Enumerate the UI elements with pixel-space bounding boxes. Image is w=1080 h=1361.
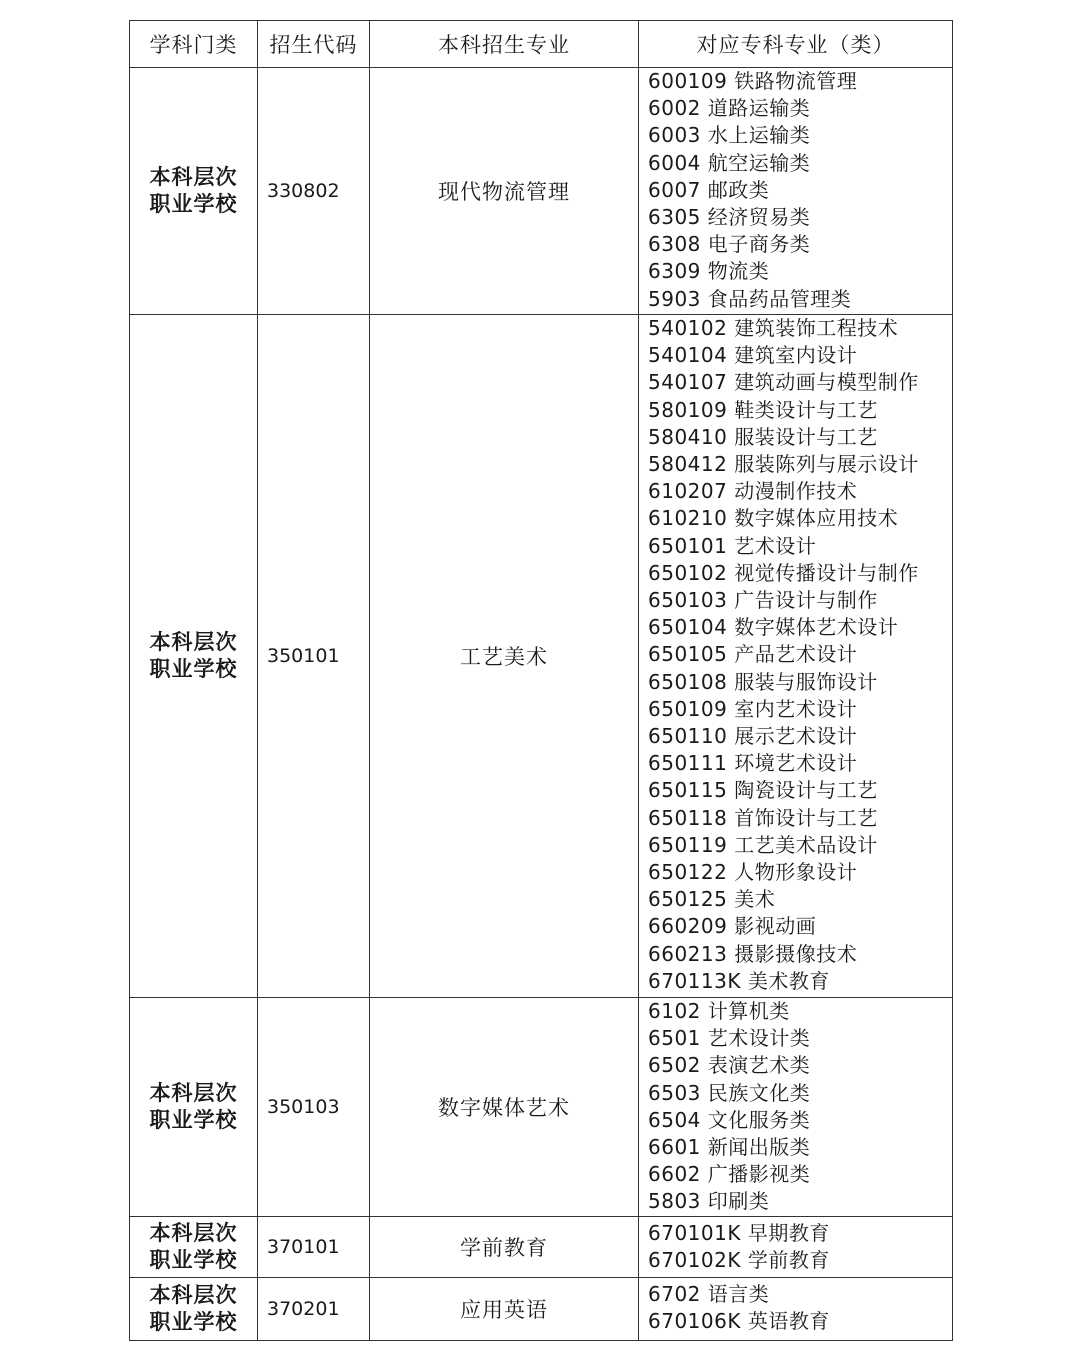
related-major-item: 6601 新闻出版类 <box>648 1135 811 1160</box>
related-major-item: 670101K 早期教育 <box>648 1221 830 1245</box>
related-major-item: 650102 视觉传播设计与制作 <box>648 560 919 585</box>
major-cell: 应用英语 <box>370 1278 639 1341</box>
major-cell: 学前教育 <box>370 1217 639 1278</box>
related-major-item: 6503 民族文化类 <box>648 1080 811 1105</box>
related-majors-cell <box>639 998 953 1217</box>
related-major-item: 6501 艺术设计类 <box>648 1026 811 1051</box>
related-major-item: 540104 建筑室内设计 <box>648 343 858 368</box>
related-major-item: 580412 服装陈列与展示设计 <box>648 452 919 477</box>
related-major-item: 650108 服装与服饰设计 <box>648 669 878 694</box>
related-major-item: 660209 影视动画 <box>648 914 817 939</box>
related-major-item: 580410 服装设计与工艺 <box>648 424 878 449</box>
header-code: 招生代码 <box>258 21 370 68</box>
related-majors-cell <box>639 1278 953 1341</box>
category-line2: 职业学校 <box>149 192 238 216</box>
category-cell <box>130 1217 258 1278</box>
related-major-item: 6309 物流类 <box>648 259 770 284</box>
related-major-item: 670102K 学前教育 <box>648 1248 830 1273</box>
related-major-item: 600109 铁路物流管理 <box>648 69 858 93</box>
category-cell <box>130 315 258 998</box>
category-line1: 本科层次 <box>149 1081 238 1105</box>
related-major-item: 6305 经济贸易类 <box>648 205 811 230</box>
related-major-item: 6502 表演艺术类 <box>648 1053 811 1078</box>
category-cell <box>130 68 258 315</box>
header-major: 本科招生专业 <box>370 21 639 68</box>
major-mapping-table <box>129 20 953 1341</box>
code-cell: 350101 <box>258 315 370 998</box>
related-major-item: 5803 印刷类 <box>648 1189 770 1214</box>
category-cell <box>130 1278 258 1341</box>
related-majors-cell <box>639 1217 953 1278</box>
related-major-item: 540107 建筑动画与模型制作 <box>648 370 919 395</box>
category-cell <box>130 998 258 1217</box>
category-line1: 本科层次 <box>149 165 238 189</box>
related-major-item: 650111 环境艺术设计 <box>648 751 858 776</box>
related-major-item: 5903 食品药品管理类 <box>648 286 852 311</box>
header-category: 学科门类 <box>130 21 258 68</box>
code-cell: 330802 <box>258 68 370 315</box>
code-cell: 370101 <box>258 1217 370 1278</box>
related-major-item: 540102 建筑装饰工程技术 <box>648 316 899 340</box>
related-major-item: 650104 数字媒体艺术设计 <box>648 615 899 640</box>
category-line2: 职业学校 <box>149 1108 238 1132</box>
table-row <box>130 315 953 998</box>
related-major-item: 650103 广告设计与制作 <box>648 588 878 613</box>
related-major-item: 580109 鞋类设计与工艺 <box>648 397 878 422</box>
related-major-item: 660213 摄影摄像技术 <box>648 941 858 966</box>
code-cell: 370201 <box>258 1278 370 1341</box>
related-major-item: 650109 室内艺术设计 <box>648 696 858 721</box>
major-cell: 工艺美术 <box>370 315 639 998</box>
related-major-item: 6007 邮政类 <box>648 177 770 202</box>
related-major-item: 670113K 美术教育 <box>648 968 830 993</box>
header-related-majors: 对应专科专业（类） <box>639 21 953 68</box>
related-major-item: 610207 动漫制作技术 <box>648 479 858 504</box>
related-major-item: 650119 工艺美术品设计 <box>648 832 878 857</box>
related-major-item: 6602 广播影视类 <box>648 1162 811 1187</box>
table-row <box>130 1217 953 1278</box>
table-row <box>130 1278 953 1341</box>
related-major-item: 650115 陶瓷设计与工艺 <box>648 778 878 803</box>
related-major-item: 650105 产品艺术设计 <box>648 642 858 667</box>
related-majors-cell <box>639 68 953 315</box>
related-major-item: 650122 人物形象设计 <box>648 860 858 885</box>
related-major-item: 670106K 英语教育 <box>648 1309 830 1334</box>
category-line2: 职业学校 <box>149 1248 238 1272</box>
related-major-item: 6308 电子商务类 <box>648 232 811 257</box>
related-major-item: 6004 航空运输类 <box>648 150 811 175</box>
table-row <box>130 68 953 315</box>
category-line1: 本科层次 <box>149 1221 238 1245</box>
related-majors-cell <box>639 315 953 998</box>
related-major-item: 650101 艺术设计 <box>648 533 817 558</box>
major-cell: 数字媒体艺术 <box>370 998 639 1217</box>
related-major-item: 6504 文化服务类 <box>648 1107 811 1132</box>
category-line2: 职业学校 <box>149 1310 238 1334</box>
related-major-item: 610210 数字媒体应用技术 <box>648 506 899 531</box>
related-major-item: 6102 计算机类 <box>648 999 790 1023</box>
related-major-item: 650110 展示艺术设计 <box>648 724 858 749</box>
category-line2: 职业学校 <box>149 657 238 681</box>
related-major-item: 650125 美术 <box>648 887 776 912</box>
related-major-item: 650118 首饰设计与工艺 <box>648 805 878 830</box>
major-cell: 现代物流管理 <box>370 68 639 315</box>
table-header-row <box>130 21 953 68</box>
table-row <box>130 998 953 1217</box>
code-cell: 350103 <box>258 998 370 1217</box>
category-line1: 本科层次 <box>149 1283 238 1307</box>
related-major-item: 6702 语言类 <box>648 1282 770 1306</box>
related-major-item: 6002 道路运输类 <box>648 96 811 121</box>
category-line1: 本科层次 <box>149 630 238 654</box>
related-major-item: 6003 水上运输类 <box>648 123 811 148</box>
